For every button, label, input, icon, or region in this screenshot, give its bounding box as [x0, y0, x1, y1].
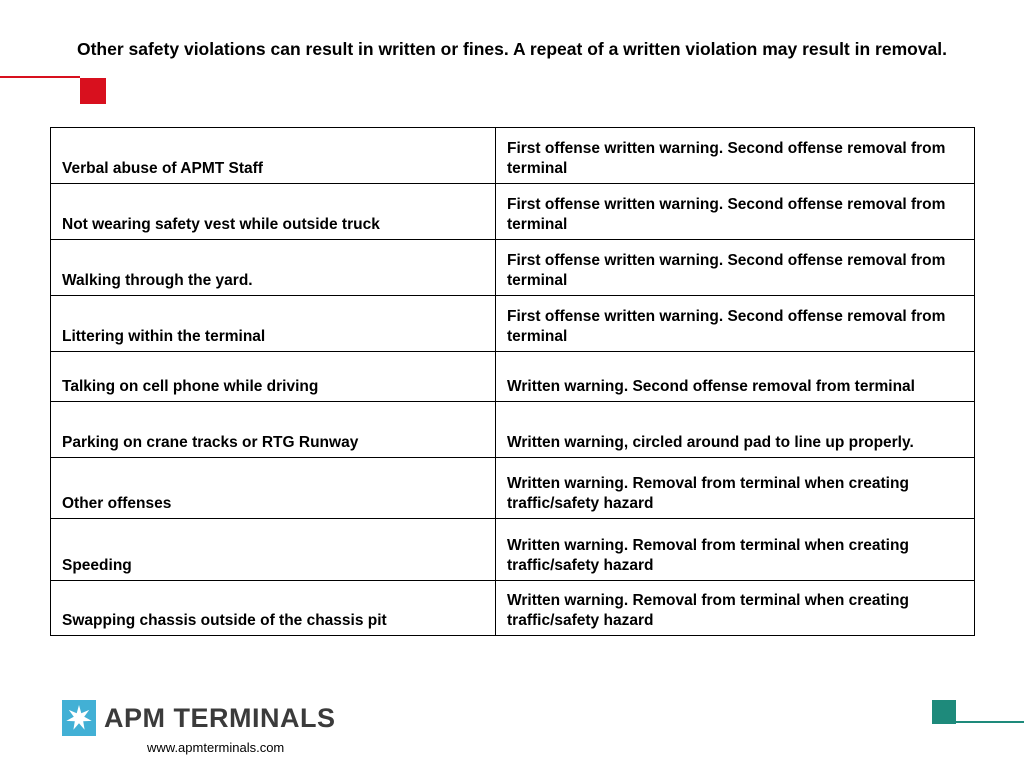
penalty-cell: Written warning. Removal from terminal when creating traffic/safety hazard	[496, 519, 975, 581]
table-row	[51, 240, 975, 296]
page-title: Other safety violations can result in written or fines. A repeat of a written violation may result in removal.	[76, 39, 948, 59]
offense-cell: Swapping chassis outside of the chassis pit	[51, 581, 496, 636]
table-row	[51, 519, 975, 581]
penalty-cell: First offense written warning. Second offense removal from terminal	[496, 240, 975, 296]
offense-cell: Talking on cell phone while driving	[51, 352, 496, 402]
table-row	[51, 581, 975, 636]
apm-terminals-logo	[62, 700, 336, 736]
offense-cell: Speeding	[51, 519, 496, 581]
penalty-cell: Written warning. Removal from terminal when creating traffic/safety hazard	[496, 458, 975, 519]
penalty-cell: Written warning. Removal from terminal when creating traffic/safety hazard	[496, 581, 975, 636]
logo-text: APM TERMINALS	[104, 703, 336, 733]
table-row	[51, 184, 975, 240]
offense-cell: Littering within the terminal	[51, 296, 496, 352]
offense-cell: Not wearing safety vest while outside truck	[51, 184, 496, 240]
green-accent-line	[956, 721, 1024, 723]
penalty-cell: First offense written warning. Second offense removal from terminal	[496, 184, 975, 240]
table-row	[51, 128, 975, 184]
offense-cell: Walking through the yard.	[51, 240, 496, 296]
table-row	[51, 296, 975, 352]
violations-table	[50, 127, 975, 636]
website-link[interactable]: www.apmterminals.com	[147, 740, 285, 755]
penalty-cell: Written warning. Second offense removal from terminal	[496, 352, 975, 402]
offense-cell: Verbal abuse of APMT Staff	[51, 128, 496, 184]
penalty-cell: Written warning, circled around pad to line up properly.	[496, 402, 975, 458]
seven-pointed-star-icon	[62, 700, 96, 736]
penalty-cell: First offense written warning. Second offense removal from terminal	[496, 296, 975, 352]
red-accent-line	[0, 76, 80, 78]
table-row	[51, 458, 975, 519]
penalty-cell: First offense written warning. Second offense removal from terminal	[496, 128, 975, 184]
green-accent-square	[932, 700, 956, 724]
offense-cell: Parking on crane tracks or RTG Runway	[51, 402, 496, 458]
table-row	[51, 352, 975, 402]
table-row	[51, 402, 975, 458]
red-accent-square	[80, 78, 106, 104]
offense-cell: Other offenses	[51, 458, 496, 519]
